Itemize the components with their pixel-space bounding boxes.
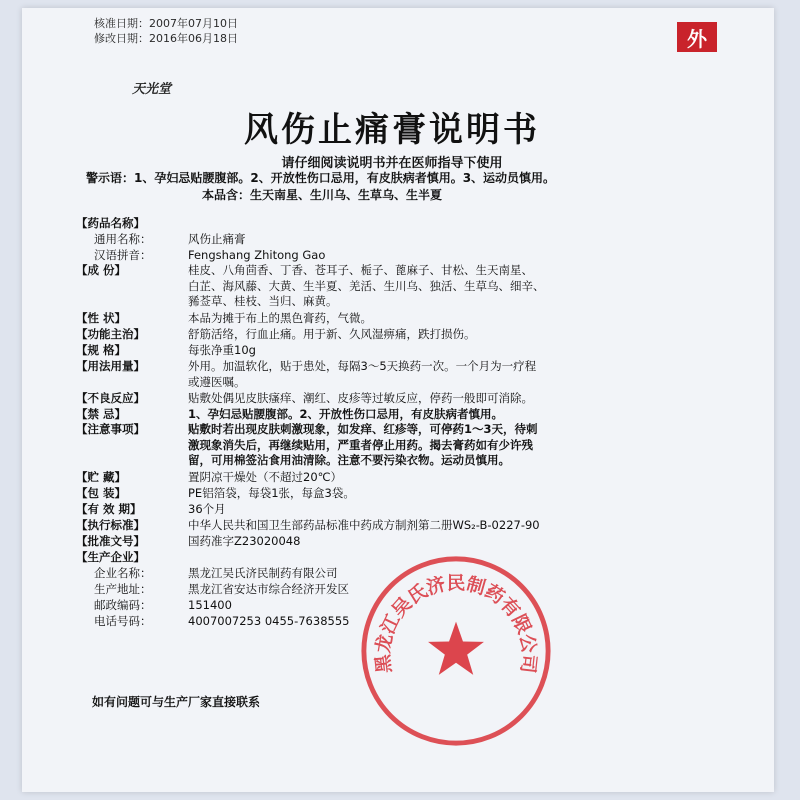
info-row [76,517,756,533]
info-value: 国药准字Z23020048 [188,534,301,548]
info-label: 【不良反应】 [76,391,145,405]
info-row [76,565,756,581]
info-label: 【规 格】 [76,343,127,357]
info-label: 企业名称： [94,566,152,580]
info-value: 风伤止痛膏 [188,232,246,246]
info-row [76,326,756,342]
approval-date: 核准日期：2007年07月10日 [94,17,238,30]
info-label: 【包 装】 [76,486,127,500]
info-row [76,501,756,517]
info-label: 【性 状】 [76,311,127,325]
info-value: 黑龙江吴氏济民制药有限公司 [188,566,338,580]
drug-info-list [76,215,756,629]
info-value [188,215,756,231]
revision-date: 修改日期：2016年06月18日 [94,32,238,45]
info-value: 外用。加温软化，贴于患处，每隔3～5天换药一次。一个月为一疗程 或遵医嘱。 [188,359,537,389]
info-label: 【执行标准】 [76,518,145,532]
info-row [76,342,756,358]
info-label: 【用法用量】 [76,359,145,373]
external-use-badge: 外 [677,22,717,52]
info-label: 【注意事项】 [76,422,145,436]
info-label: 【批准文号】 [76,534,145,548]
info-value: 36个月 [188,502,226,516]
info-label: 【成 份】 [76,263,127,277]
info-row [76,310,756,326]
info-value: 置阴凉干燥处（不超过20℃） [188,470,343,484]
info-row [76,263,756,310]
info-row [76,422,756,469]
contact-note: 如有问题可与生产厂家直接联系 [92,695,261,709]
info-label: 通用名称： [94,232,152,246]
info-label: 电话号码： [94,614,152,628]
info-row [76,358,756,390]
info-label: 邮政编码： [94,598,152,612]
info-value: 贴敷处偶见皮肤瘙痒、潮红、皮疹等过敏反应，停药一般即可消除。 [188,391,533,405]
info-label: 【功能主治】 [76,327,145,341]
info-row [76,549,756,565]
info-value: 本品为摊于布上的黑色膏药，气微。 [188,311,372,325]
info-value: PE铝箔袋，每袋1张，每盒3袋。 [188,486,355,500]
info-value: 4007007253 0455-7638555 [188,614,350,628]
info-value: 每张净重10g [188,343,256,357]
info-row [76,406,756,422]
seal-star-icon [428,622,484,675]
info-row [76,597,756,613]
date-block [94,16,238,46]
info-value: 黑龙江省安达市综合经济开发区 [188,582,349,596]
info-label: 【贮 藏】 [76,470,127,484]
document-title: 风伤止痛膏说明书 [244,110,540,150]
info-value: 贴敷时若出现皮肤刺激现象，如发痒、红疹等，可停药1～3天，待刺 激现象消失后，再继续贴用，严重者停止用药。揭去膏药如有少许残 留，可用棉签沾食用油清除。注意不要污染衣物。运动员慎用。 [188,422,538,468]
brand-logo-text: 天光堂 [132,82,172,97]
seal-text: 黑龙江吴氏济民制药有限公司 [372,573,540,675]
info-label: 【生产企业】 [76,550,145,564]
info-row [76,390,756,406]
info-row [76,469,756,485]
warning-line-1: 警示语：1、孕妇忌贴腰腹部。2、开放性伤口忌用，有皮肤病者慎用。3、运动员慎用。 [86,171,556,185]
info-row [76,247,756,263]
info-row [76,231,756,247]
warning-line-2: 本品含：生天南星、生川乌、生草乌、生半夏 [202,188,443,202]
warning-block [86,170,555,204]
info-value: 1、孕妇忌贴腰腹部。2、开放性伤口忌用，有皮肤病者慎用。 [188,407,504,421]
info-value: 桂皮、八角茴香、丁香、苍耳子、栀子、蓖麻子、甘松、生天南星、 白芷、海风藤、大黄、生半夏、羌活、生川乌、独活、生草乌、细辛、 豨莶草、桂枝、当归、麻黄。 [188,263,545,309]
info-value: Fengshang Zhitong Gao [188,248,326,262]
info-value [188,549,756,565]
info-label: 【禁 忌】 [76,407,127,421]
info-value: 舒筋活络，行血止痛。用于新、久风湿痹痛，跌打损伤。 [188,327,476,341]
info-label: 汉语拼音： [94,248,152,262]
info-row [76,581,756,597]
info-label: 【有 效 期】 [76,502,142,516]
info-row [76,533,756,549]
info-label: 生产地址： [94,582,152,596]
document-subtitle: 请仔细阅读说明书并在医师指导下使用 [281,156,503,171]
info-row [76,215,756,231]
info-value: 151400 [188,598,232,612]
info-row [76,613,756,629]
info-value: 中华人民共和国卫生部药品标准中药成方制剂第二册WS₂-B-0227-90 [188,518,540,532]
info-label: 【药品名称】 [76,216,145,230]
info-row [76,485,756,501]
instruction-sheet [22,8,774,792]
